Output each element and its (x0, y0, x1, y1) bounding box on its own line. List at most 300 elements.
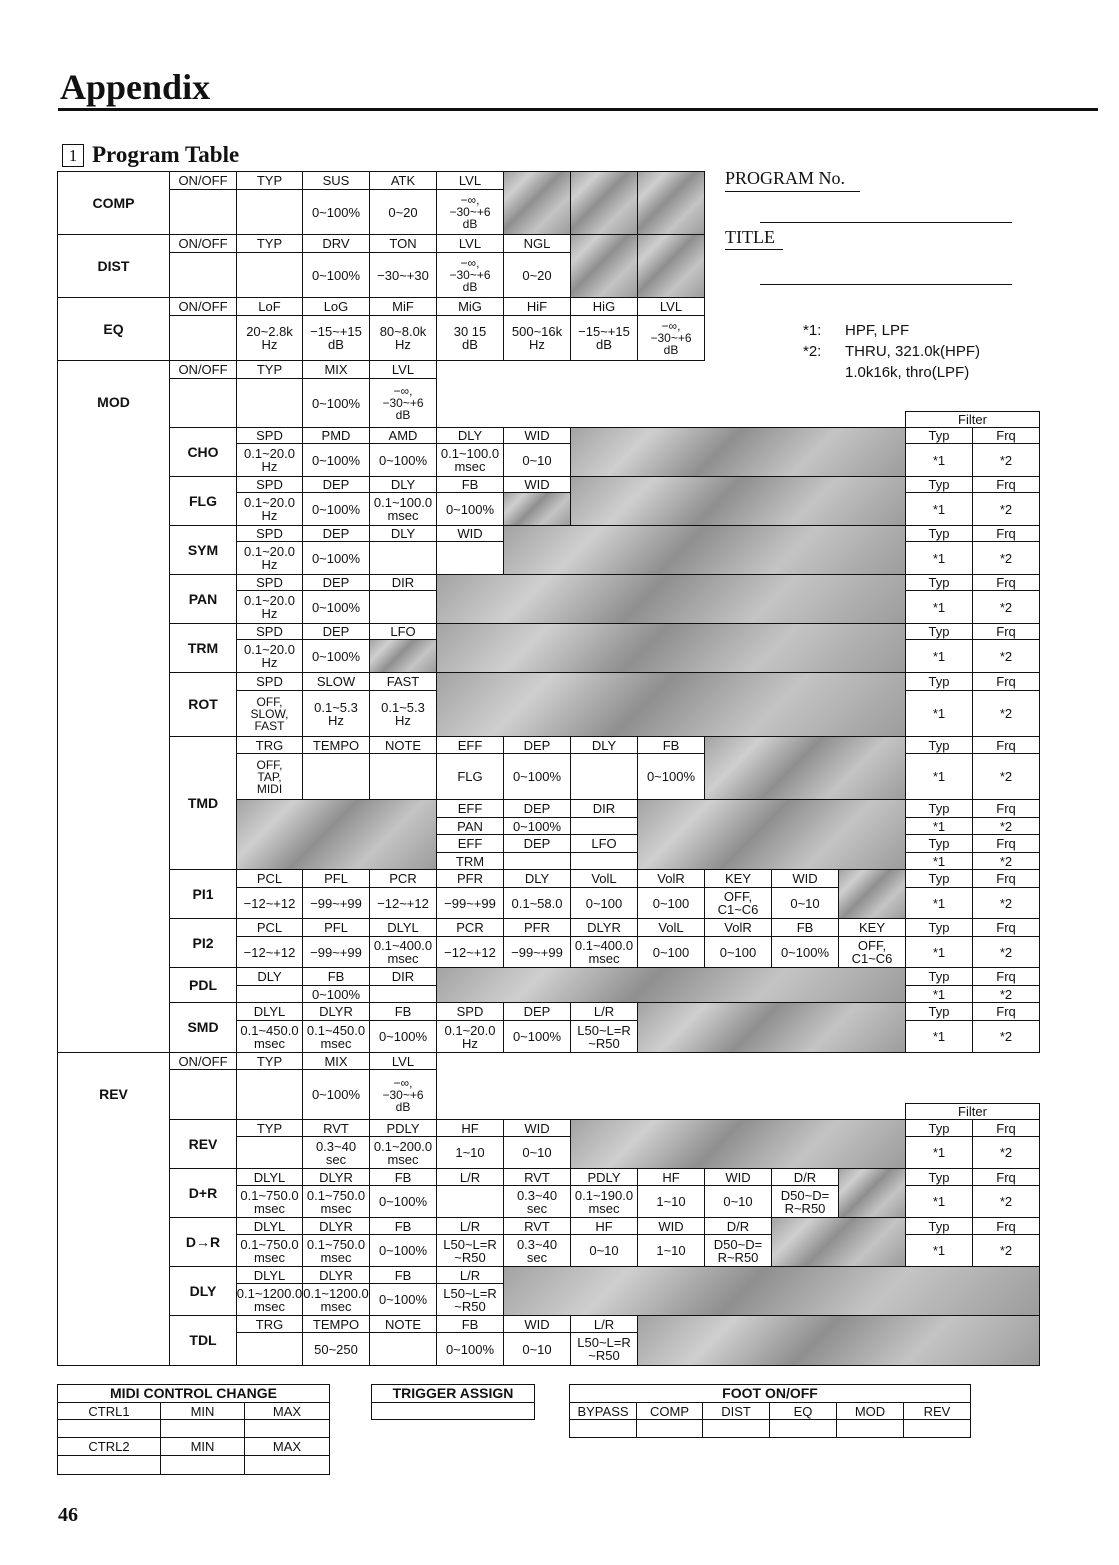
cell-text: *2 (999, 1145, 1013, 1160)
shaded-cell (704, 736, 906, 800)
param-cell (369, 297, 437, 316)
param-cell (302, 1217, 370, 1235)
cell-text: Frq (996, 428, 1016, 443)
effect-label (169, 623, 237, 673)
blank-cell (244, 1419, 330, 1438)
cell-text: DLYL (253, 1267, 286, 1283)
param-cell (236, 1119, 303, 1137)
cell-text: −15~+15 dB (310, 324, 362, 352)
cell-text: SPD (456, 1004, 484, 1019)
footer-cell (371, 1384, 535, 1403)
cell-text: D50~D= R~R50 (780, 1187, 830, 1216)
cell-text: 0~100% (311, 204, 361, 220)
shaded-cell (436, 672, 906, 737)
param-cell (436, 171, 504, 190)
cell-text: Frq (996, 575, 1016, 590)
param-cell (236, 574, 303, 591)
cell-text: 0.1~750.0 msec (306, 1187, 366, 1216)
param-cell (436, 918, 504, 937)
param-cell (503, 1136, 571, 1169)
cell-text: 0~100% (512, 1029, 562, 1044)
cell-text: FB (327, 969, 345, 984)
cell-text: DLY (524, 871, 550, 886)
param-cell (236, 1266, 303, 1284)
param-cell (436, 476, 504, 493)
effect-label (57, 234, 170, 298)
cell-text: DEP (523, 801, 551, 816)
cell-text: CTRL2 (88, 1439, 130, 1454)
cell-text: TRG (255, 737, 284, 753)
cell-text: 0~100 (652, 944, 690, 960)
param-cell (236, 936, 303, 968)
param-cell (570, 887, 638, 919)
cell-text: −∞, −30~+6 dB (449, 193, 491, 231)
param-cell (169, 1052, 237, 1070)
cell-text: PDLY (587, 1169, 621, 1185)
cell-text: DEP (322, 477, 350, 492)
param-cell (503, 1020, 571, 1053)
shaded-cell (503, 492, 571, 526)
filter-frq (972, 690, 1040, 737)
cell-text: 0~10 (790, 895, 820, 911)
cell-text: −15~+15 dB (578, 324, 630, 352)
cell-text: LFO (390, 624, 416, 639)
param-cell (302, 360, 370, 379)
param-cell (771, 1168, 839, 1186)
cell-text: OFF, C1~C6 (851, 938, 893, 966)
cell-text: −∞, −30~+6 dB (449, 256, 491, 294)
param-cell (236, 1052, 303, 1070)
param-cell (169, 171, 237, 190)
effect-label (169, 1217, 237, 1267)
param-cell (838, 918, 906, 937)
cell-text: PI1 (192, 885, 214, 902)
param-cell (436, 887, 504, 919)
cell-text: EQ (103, 320, 124, 337)
param-cell (369, 1069, 437, 1120)
cell-text: Frq (996, 1218, 1016, 1234)
cell-text: Frq (996, 737, 1016, 753)
cell-text: Frq (996, 624, 1016, 639)
blank-cell (371, 1402, 535, 1420)
cell-text: FB (394, 1218, 412, 1234)
effect-label (169, 1266, 237, 1316)
cell-text: SPD (256, 624, 283, 639)
param-cell (570, 869, 638, 888)
param-cell (236, 869, 303, 888)
filter-frq (972, 985, 1040, 1003)
param-cell (704, 1217, 772, 1235)
param-cell (704, 869, 772, 888)
cell-text: MIX (324, 362, 348, 377)
param-cell (503, 1234, 571, 1267)
shaded-cell (503, 171, 571, 235)
param-cell (302, 297, 370, 316)
cell-text: L50~L=R ~R50 (577, 1022, 631, 1051)
cell-text: PFL (324, 920, 348, 935)
cell-text: 0~100% (311, 648, 361, 664)
param-cell (369, 1020, 437, 1053)
filter-typ (905, 639, 973, 673)
cell-text: ON/OFF (178, 236, 228, 251)
param-cell (236, 1002, 303, 1021)
cell-text: −30~+30 (377, 267, 429, 283)
cell-text: Frq (996, 526, 1016, 541)
param-cell (570, 736, 638, 754)
cell-text: 0~100% (378, 1029, 428, 1044)
param-cell (302, 869, 370, 888)
cell-text: TRG (255, 1316, 284, 1332)
effect-label (169, 525, 237, 575)
cell-text: *2 (999, 1029, 1013, 1044)
cell-text: FB (461, 477, 479, 492)
cell-text: 0~100 (585, 895, 623, 911)
cell-text: Frq (996, 1169, 1016, 1185)
param-cell (236, 1168, 303, 1186)
cell-text: 0.1~20.0 Hz (244, 544, 295, 572)
section-title-text: Program Table (92, 142, 240, 167)
cell-text: 0~100% (378, 1194, 428, 1209)
param-cell (436, 1315, 504, 1333)
cell-text: 0~100% (646, 769, 696, 784)
filter-frq (972, 936, 1040, 968)
param-cell (369, 623, 437, 640)
param-cell (302, 1069, 370, 1120)
cell-text: 0.1~750.0 msec (240, 1187, 299, 1216)
filter-typ (905, 525, 973, 542)
cell-text: *2 (999, 986, 1013, 1002)
param-cell (436, 427, 504, 444)
filter-frq (972, 1185, 1040, 1218)
param-cell (369, 1119, 437, 1137)
param-cell (570, 1234, 638, 1267)
param-cell (637, 1234, 705, 1267)
cell-text: 0~100% (445, 1341, 495, 1357)
param-cell (503, 869, 571, 888)
cell-text: Frq (996, 836, 1016, 851)
cell-text: LVL (458, 173, 482, 188)
cell-text: Filter (958, 1104, 987, 1119)
filter-typ (905, 1020, 973, 1053)
blank-cell (436, 1185, 504, 1218)
cell-text: Typ (928, 575, 950, 590)
param-cell (704, 1234, 772, 1267)
cell-text: 0.3~40 sec (516, 1187, 558, 1216)
param-cell (771, 887, 839, 919)
filter-frq (972, 590, 1040, 624)
cell-text: FAST (386, 674, 420, 689)
filter-typ (905, 736, 973, 754)
cell-text: Typ (928, 969, 950, 984)
param-cell (236, 1283, 303, 1316)
param-cell (436, 234, 504, 253)
param-cell (302, 1266, 370, 1284)
cell-text: WID (524, 1316, 550, 1332)
filter-frq (972, 443, 1040, 477)
cell-text: SPD (256, 428, 283, 443)
param-cell (236, 525, 303, 542)
cell-text: CHO (187, 443, 219, 460)
param-cell (236, 590, 303, 624)
cell-text: WID (524, 1120, 550, 1136)
cell-text: 0~100% (311, 1087, 361, 1102)
param-cell (302, 936, 370, 968)
cell-text: FB (394, 1267, 412, 1283)
filter-frq (972, 1168, 1040, 1186)
cell-text: DEP (322, 526, 350, 541)
param-cell (436, 736, 504, 754)
cell-text: WID (524, 428, 550, 443)
cell-text: COMP (650, 1403, 689, 1419)
param-cell (302, 590, 370, 624)
cell-text: BYPASS (577, 1403, 629, 1419)
filter-typ (905, 918, 973, 937)
effect-label (169, 427, 237, 477)
param-cell (369, 427, 437, 444)
cell-text: Frq (996, 871, 1016, 886)
cell-text: Frq (996, 920, 1016, 935)
cell-text: 0.1~100.0 msec (373, 495, 433, 523)
effect-label (169, 869, 237, 919)
param-cell (503, 736, 571, 754)
cell-text: 0.1~400.0 msec (373, 938, 433, 966)
effect-label (169, 1168, 237, 1218)
cell-text: *1 (932, 550, 946, 566)
cell-text: MOD (854, 1403, 886, 1419)
cell-text: NGL (523, 236, 551, 251)
cell-text: *1 (932, 599, 946, 615)
cell-text: D+R (188, 1184, 218, 1201)
cell-text: TRIGGER ASSIGN (392, 1385, 514, 1401)
footer-cell (769, 1402, 837, 1420)
cell-text: TYP (256, 362, 283, 377)
param-cell (503, 1217, 571, 1235)
cell-text: *2 (999, 648, 1013, 664)
filter-frq (972, 639, 1040, 673)
cell-text: MiG (458, 299, 482, 314)
cell-text: FB (394, 1169, 412, 1185)
cell-text: PCL (256, 920, 283, 935)
cell-text: ON/OFF (178, 173, 228, 188)
blank-cell (160, 1419, 245, 1438)
filter-typ (905, 834, 973, 853)
cell-text: ROT (188, 696, 218, 712)
cell-text: 1~10 (656, 1194, 686, 1209)
filter-typ (905, 1136, 973, 1169)
effect-label (57, 171, 170, 235)
param-cell (503, 887, 571, 919)
cell-text: 0~100% (378, 1292, 428, 1307)
cell-text: Frq (996, 674, 1016, 689)
filter-typ (905, 936, 973, 968)
cell-text: FOOT ON/OFF (722, 1385, 818, 1401)
cell-text: 0~100% (780, 944, 830, 960)
shaded-cell (771, 1217, 906, 1267)
cell-text: MiF (392, 299, 414, 314)
cell-text: MIN (190, 1403, 215, 1419)
cell-text: Typ (928, 1120, 950, 1136)
param-cell (302, 1332, 370, 1366)
param-cell (570, 315, 638, 361)
cell-text: DLYL (253, 1004, 286, 1019)
param-cell (503, 753, 571, 800)
filter-frq (972, 736, 1040, 754)
cell-text: 0~100% (311, 395, 361, 411)
cell-text: 1~10 (656, 1243, 686, 1258)
cell-text: RVT (524, 1218, 550, 1234)
param-cell (302, 918, 370, 937)
cell-text: COMP (92, 194, 135, 211)
cell-text: EFF (457, 836, 483, 851)
param-cell (570, 1315, 638, 1333)
param-cell (369, 1136, 437, 1169)
cell-text: *1 (932, 895, 946, 911)
blank-cell (836, 1419, 904, 1438)
cell-text: 0~20 (388, 204, 418, 220)
cell-text: L50~L=R ~R50 (443, 1236, 497, 1265)
param-cell (436, 525, 504, 542)
blank-cell (569, 1419, 637, 1438)
cell-text: PI2 (192, 934, 214, 951)
param-cell (236, 443, 303, 477)
param-cell (236, 492, 303, 526)
param-cell (302, 985, 370, 1003)
param-cell (369, 736, 437, 754)
param-cell (369, 1315, 437, 1333)
cell-text: *2 (999, 1194, 1013, 1209)
cell-text: REV (99, 1086, 128, 1102)
cell-text: VolR (724, 920, 752, 935)
cell-text: OFF, C1~C6 (717, 889, 759, 917)
param-cell (637, 918, 705, 937)
cell-text: WID (524, 477, 550, 492)
param-cell (503, 799, 571, 818)
param-cell (771, 936, 839, 968)
cell-text: DEP (322, 624, 350, 639)
blank-cell (503, 852, 571, 870)
cell-text: LVL (458, 236, 482, 251)
shaded-cell (369, 639, 437, 673)
cell-text: *1 (932, 1029, 946, 1044)
cell-text: SPD (256, 477, 283, 492)
cell-text: TYP (256, 1120, 283, 1136)
cell-text: WID (792, 871, 818, 886)
cell-text: *1 (932, 648, 946, 664)
param-cell (302, 574, 370, 591)
param-cell (369, 918, 437, 937)
blank-cell (436, 541, 504, 575)
param-cell (302, 672, 370, 691)
cell-text: DLYR (587, 920, 621, 935)
cell-text: 0~10 (522, 1145, 552, 1160)
cell-text: Typ (928, 526, 950, 541)
blank-cell (169, 1069, 237, 1120)
cell-text: LVL (391, 1053, 415, 1069)
cell-text: −∞, −30~+6 dB (382, 1075, 424, 1114)
param-cell (369, 476, 437, 493)
param-cell (436, 1332, 504, 1366)
cell-text: 0.1~20.0 Hz (244, 446, 295, 474)
blank-cell (244, 1455, 330, 1475)
cell-text: MAX (272, 1439, 302, 1454)
blank-cell (636, 1419, 703, 1438)
cell-text: *1 (932, 1145, 946, 1160)
filter-typ (905, 869, 973, 888)
param-cell (570, 1168, 638, 1186)
param-cell (570, 936, 638, 968)
effect-label (169, 476, 237, 526)
filter-typ (905, 1168, 973, 1186)
param-cell (436, 834, 504, 853)
blank-cell (169, 189, 237, 235)
cell-text: Typ (928, 920, 950, 935)
effect-label (169, 1119, 237, 1169)
filter-typ (905, 492, 973, 526)
param-cell (302, 476, 370, 493)
shaded-cell (637, 234, 705, 298)
param-cell (436, 315, 504, 361)
param-cell (637, 936, 705, 968)
cell-text: 0.1~450.0 msec (240, 1022, 299, 1051)
cell-text: WID (457, 526, 483, 541)
cell-text: *1 (932, 706, 946, 721)
cell-text: 0~100% (378, 1243, 428, 1258)
cell-text: MIDI CONTROL CHANGE (110, 1385, 277, 1401)
cell-text: SPD (256, 575, 283, 590)
cell-text: Frq (996, 801, 1016, 816)
cell-text: DEP (523, 1004, 551, 1019)
param-cell (302, 427, 370, 444)
param-cell (436, 799, 504, 818)
param-cell (570, 1020, 638, 1053)
filter-typ (905, 852, 973, 870)
filter-frq (972, 1217, 1040, 1235)
cell-text: Typ (928, 801, 950, 816)
cell-text: Frq (996, 969, 1016, 984)
cell-text: *1 (932, 1243, 946, 1258)
param-cell (436, 852, 504, 870)
cell-text: PFR (524, 920, 550, 935)
note-key: *2: (803, 343, 822, 360)
effect-label (169, 672, 237, 737)
cell-text: DIR (391, 969, 415, 984)
cell-text: Typ (928, 1169, 950, 1185)
cell-text: 80~8.0k Hz (379, 324, 427, 352)
filter-typ (905, 799, 973, 818)
param-cell (436, 1002, 504, 1021)
cell-text: DLYR (319, 1004, 353, 1019)
cell-text: OFF, TAP, MIDI (256, 757, 283, 796)
param-cell (637, 1168, 705, 1186)
filter-frq (972, 869, 1040, 888)
filter-typ (905, 887, 973, 919)
cell-text: RVT (524, 1169, 550, 1185)
param-cell (302, 234, 370, 253)
filter-frq (972, 427, 1040, 444)
cell-text: *1 (932, 452, 946, 468)
cell-text: WID (725, 1169, 751, 1185)
param-cell (236, 234, 303, 253)
param-cell (369, 1217, 437, 1235)
cell-text: DIST (721, 1403, 751, 1419)
shaded-cell (570, 427, 906, 477)
effect-label (169, 967, 237, 1003)
cell-text: 0~10 (522, 1341, 552, 1357)
param-cell (503, 297, 571, 316)
param-cell (369, 574, 437, 591)
footer-cell (636, 1402, 703, 1420)
cell-text: TMD (187, 794, 219, 811)
